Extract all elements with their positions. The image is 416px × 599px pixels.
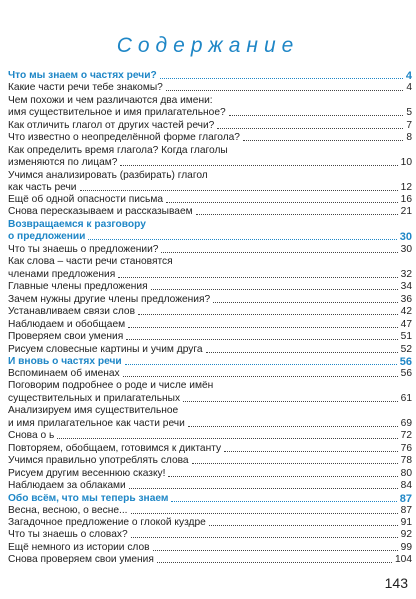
toc-entry[interactable] bbox=[8, 244, 412, 256]
toc-entry[interactable] bbox=[8, 281, 412, 293]
toc-entry-title: Проверяем свои умения bbox=[8, 331, 124, 342]
leader-dots bbox=[128, 327, 398, 328]
leader-dots bbox=[217, 128, 403, 129]
toc-entry[interactable] bbox=[8, 331, 412, 343]
toc-entry-page: 87 bbox=[400, 505, 412, 516]
toc-entry-page: 4 bbox=[405, 70, 412, 82]
toc-entry-page: 32 bbox=[400, 269, 412, 280]
toc-entry-page: 12 bbox=[400, 182, 412, 193]
toc-entry[interactable] bbox=[8, 82, 412, 94]
toc-section-heading[interactable] bbox=[8, 231, 412, 243]
toc-entry[interactable] bbox=[8, 393, 412, 405]
leader-dots bbox=[118, 277, 397, 278]
toc-entry-page: 30 bbox=[399, 231, 412, 243]
toc-entry[interactable] bbox=[8, 206, 412, 218]
leader-dots bbox=[88, 239, 396, 240]
leader-dots bbox=[131, 513, 398, 514]
leader-dots bbox=[123, 376, 398, 377]
toc-entry-title: Снова о ь bbox=[8, 430, 55, 441]
toc-entry-title: Снова проверяем свои умения bbox=[8, 554, 154, 565]
toc-entry-title: Весна, весною, о весне... bbox=[8, 505, 128, 516]
toc-entry-title: имя существительное и имя прилагательное? bbox=[8, 107, 226, 118]
toc-entry-title: Что ты знаешь о словах? bbox=[8, 529, 128, 540]
toc-entry-title: изменяются по лицам? bbox=[8, 157, 118, 168]
toc-entry-title: Главные члены предложения bbox=[8, 281, 148, 292]
leader-dots bbox=[120, 165, 397, 166]
toc-entry-title: Учимся анализировать (разбирать) глагол bbox=[8, 170, 208, 181]
toc-entry-title: Анализируем имя существительное bbox=[8, 405, 179, 416]
toc-entry[interactable] bbox=[8, 157, 412, 169]
toc-entry-title: существительных и прилагательных bbox=[8, 393, 181, 404]
toc-entry[interactable] bbox=[8, 480, 412, 492]
toc-entry-title: Что ты знаешь о предложении? bbox=[8, 244, 159, 255]
toc-entry[interactable] bbox=[8, 306, 412, 318]
toc-entry[interactable] bbox=[8, 455, 412, 467]
toc-entry-page: 87 bbox=[399, 493, 412, 505]
toc-section-heading[interactable] bbox=[8, 70, 412, 82]
leader-dots bbox=[209, 525, 398, 526]
toc-entry-title: Повторяем, обобщаем, готовимся к диктанту bbox=[8, 443, 222, 454]
toc-section-heading[interactable] bbox=[8, 219, 412, 231]
toc-entry-page: 76 bbox=[400, 443, 412, 454]
toc-entry-page: 52 bbox=[400, 344, 412, 355]
leader-dots bbox=[125, 364, 397, 365]
page-title: Содержание bbox=[116, 34, 300, 57]
toc-entry[interactable] bbox=[8, 505, 412, 517]
toc-entry-page: 4 bbox=[406, 82, 412, 93]
leader-dots bbox=[160, 78, 403, 79]
leader-dots bbox=[224, 451, 398, 452]
toc-entry-page: 21 bbox=[400, 206, 412, 217]
toc-entry-title: и имя прилагательное как части речи bbox=[8, 418, 185, 429]
toc-entry-title: Загадочное предложение о глокой куздре bbox=[8, 517, 206, 528]
toc-entry[interactable] bbox=[8, 554, 412, 566]
toc-entry[interactable] bbox=[8, 145, 412, 157]
toc-entry[interactable] bbox=[8, 468, 412, 480]
toc-entry-title: Ещё немного из истории слов bbox=[8, 542, 150, 553]
toc-entry-title: как часть речи bbox=[8, 182, 77, 193]
toc-entry[interactable] bbox=[8, 443, 412, 455]
toc-entry-page: 78 bbox=[400, 455, 412, 466]
toc-entry-title: Как отличить глагол от других частей речи? bbox=[8, 120, 215, 131]
toc-section-heading[interactable] bbox=[8, 493, 412, 505]
toc-entry-page: 42 bbox=[400, 306, 412, 317]
toc-entry-page: 36 bbox=[400, 294, 412, 305]
toc-entry-title: Рисуем словесные картины и учим друга bbox=[8, 344, 203, 355]
toc-entry[interactable] bbox=[8, 319, 412, 331]
page-number: 143 bbox=[384, 575, 408, 591]
toc-entry[interactable] bbox=[8, 368, 412, 380]
toc-entry-title: Как определить время глагола? Когда глаголы bbox=[8, 145, 228, 156]
toc-entry-page: 91 bbox=[400, 517, 412, 528]
toc-entry-title: Что мы знаем о частях речи? bbox=[8, 70, 157, 81]
toc-entry-title: Устанавливаем связи слов bbox=[8, 306, 135, 317]
leader-dots bbox=[183, 401, 398, 402]
toc-entry-page: 34 bbox=[400, 281, 412, 292]
toc-entry-title: Вспоминаем об именах bbox=[8, 368, 120, 379]
toc-entry[interactable] bbox=[8, 344, 412, 356]
leader-dots bbox=[188, 426, 398, 427]
leader-dots bbox=[213, 302, 397, 303]
toc-entry-page: 51 bbox=[400, 331, 412, 342]
leader-dots bbox=[161, 252, 397, 253]
toc-entry-page: 10 bbox=[400, 157, 412, 168]
leader-dots bbox=[57, 438, 397, 439]
toc-entry[interactable] bbox=[8, 418, 412, 430]
toc-entry-page: 56 bbox=[400, 368, 412, 379]
toc-entry-page: 99 bbox=[400, 542, 412, 553]
toc-entry[interactable] bbox=[8, 542, 412, 554]
toc-entry-title: Ещё об одной опасности письма bbox=[8, 194, 163, 205]
toc-entry-title: И вновь о частях речи bbox=[8, 356, 122, 367]
toc-entry-page: 5 bbox=[406, 107, 412, 118]
toc-entry-title: Снова пересказываем и рассказываем bbox=[8, 206, 193, 217]
leader-dots bbox=[168, 476, 397, 477]
toc-entry-page: 92 bbox=[400, 529, 412, 540]
toc-entry-title: Зачем нужны другие члены предложения? bbox=[8, 294, 211, 305]
toc-entry-title: Что известно о неопределённой форме глагола? bbox=[8, 132, 240, 143]
toc-entry-title: Обо всём, что мы теперь знаем bbox=[8, 493, 169, 504]
leader-dots bbox=[166, 90, 403, 91]
toc-entry-page: 80 bbox=[400, 468, 412, 479]
toc-entry[interactable] bbox=[8, 380, 412, 392]
toc-entry-page: 8 bbox=[406, 132, 412, 143]
toc-entry-page: 30 bbox=[400, 244, 412, 255]
toc-entry-title: Наблюдаем и обобщаем bbox=[8, 319, 126, 330]
toc-entry-title: Рисуем другим весеннюю сказку! bbox=[8, 468, 166, 479]
leader-dots bbox=[229, 115, 404, 116]
leader-dots bbox=[196, 214, 398, 215]
toc-entry-page: 16 bbox=[400, 194, 412, 205]
toc-entry[interactable] bbox=[8, 95, 412, 107]
toc-entry-title: Чем похожи и чем различаются два имени: bbox=[8, 95, 213, 106]
toc-entry-title: Возвращаемся к разговору bbox=[8, 219, 146, 230]
toc-entry[interactable] bbox=[8, 132, 412, 144]
leader-dots bbox=[243, 140, 403, 141]
toc-entry-title: членами предложения bbox=[8, 269, 116, 280]
toc-entry-page: 47 bbox=[400, 319, 412, 330]
toc-entry[interactable] bbox=[8, 194, 412, 206]
toc-entry-title: Учимся правильно употреблять слова bbox=[8, 455, 189, 466]
leader-dots bbox=[126, 339, 397, 340]
leader-dots bbox=[151, 289, 398, 290]
leader-dots bbox=[153, 550, 398, 551]
toc-entry[interactable] bbox=[8, 529, 412, 541]
toc-entry-page: 84 bbox=[400, 480, 412, 491]
toc-entry[interactable] bbox=[8, 107, 412, 119]
toc-entry[interactable] bbox=[8, 120, 412, 132]
toc-entry-page: 61 bbox=[400, 393, 412, 404]
toc-entry-page: 7 bbox=[406, 120, 412, 131]
toc-entry-title: Поговорим подробнее о роде и числе имён bbox=[8, 380, 214, 391]
leader-dots bbox=[80, 190, 398, 191]
leader-dots bbox=[171, 501, 396, 502]
toc-entry-page: 72 bbox=[400, 430, 412, 441]
toc-entry-page: 69 bbox=[400, 418, 412, 429]
toc-entry[interactable] bbox=[8, 294, 412, 306]
toc-entry-title: Наблюдаем за облаками bbox=[8, 480, 126, 491]
toc-entry[interactable] bbox=[8, 405, 412, 417]
leader-dots bbox=[206, 352, 398, 353]
toc-entry-title: о предложении bbox=[8, 231, 86, 242]
toc-entry[interactable] bbox=[8, 269, 412, 281]
leader-dots bbox=[131, 537, 398, 538]
toc-entry[interactable] bbox=[8, 517, 412, 529]
toc-entry-title: Как слова – части речи становятся bbox=[8, 256, 173, 267]
toc-entry-page: 104 bbox=[395, 554, 412, 565]
toc-entry[interactable] bbox=[8, 430, 412, 442]
leader-dots bbox=[138, 314, 398, 315]
toc-section-heading[interactable] bbox=[8, 356, 412, 368]
toc-entry[interactable] bbox=[8, 182, 412, 194]
leader-dots bbox=[129, 488, 398, 489]
toc-entry-title: Какие части речи тебе знакомы? bbox=[8, 82, 163, 93]
toc-entry[interactable] bbox=[8, 170, 412, 182]
leader-dots bbox=[157, 562, 392, 563]
toc-entry[interactable] bbox=[8, 256, 412, 268]
leader-dots bbox=[166, 202, 398, 203]
toc-entry-page: 56 bbox=[399, 356, 412, 368]
leader-dots bbox=[192, 463, 398, 464]
